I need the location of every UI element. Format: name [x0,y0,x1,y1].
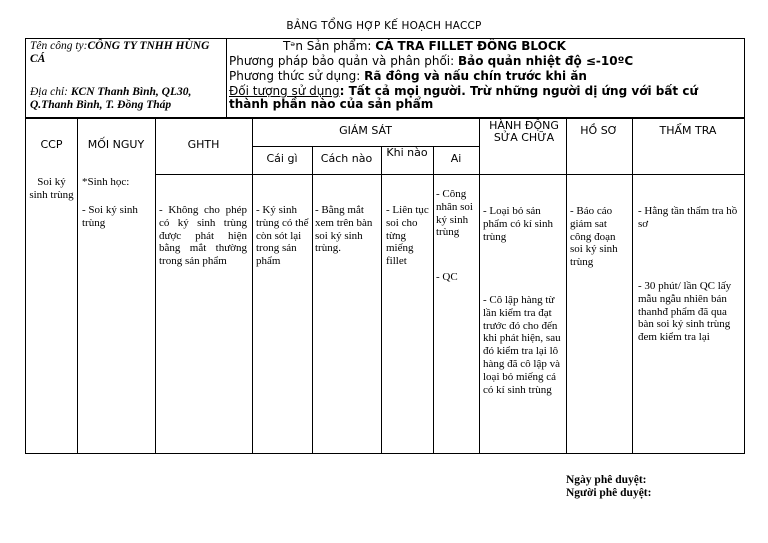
cell-when: - Liên tục soi cho từng miếng fillet [386,204,429,268]
header-when: Khi nào [386,146,428,159]
cell-how: - Bằng mắt xem trên bàn soi ký sinh trùng. [315,204,373,255]
product-label: Tᵊn Sản phẩm: [283,39,372,53]
company-name: CÔNG TY TNHH HÙNG CÁ [30,40,210,65]
header-hazard: MỐI NGUY [87,138,145,151]
company-label: Tên công ty: [30,40,88,52]
cell-verification-sampling: - 30 phút/ lần QC lấy mẫu ngẫu nhiên bán thanhđ phẩm đã qua bàn soi ký sinh trùng đem kiểm tra lại [638,280,732,344]
cell-limit: - Không cho phép có ký sinh trùng được phát hiện bằng mắt thường trong sản phẩm [159,204,247,268]
cell-corrective-isolate: - Cô lập hàng từ lần kiểm tra đạt trước đó cho đến khi phát hiện, sau đó kiểm tra lại lô hàng đã cô lập và loại bỏ miếng cá có kí sinh trùng [483,294,561,396]
cell-corrective-remove: - Loại bỏ sản phẩm có kí sinh trùng [483,205,553,243]
cell-ccp: Soi ký sinh trùng [29,176,74,201]
approval-date: Ngày phê duyệt: [566,474,647,486]
cell-what: - Ký sinh trùng có thể còn sót lại trong sản phẩm [256,204,309,268]
header-corrective: HÀNH ĐỘNG SỬA CHỮA [489,119,559,144]
haccp-table [25,118,745,454]
cell-verification-records: - Hằng tần thẩm tra hồ sơ [638,205,738,230]
cell-hazard-type: *Sinh học: [82,176,130,188]
product-line [283,40,566,53]
cell-who-qc: - QC [436,271,458,283]
header-verification: THẨM TRA [659,124,717,137]
header-monitoring: GIÁM SÁT [339,124,392,137]
cell-who-worker: - Công nhân soi ký sinh trùng [436,188,473,239]
header-limit: GHTH [187,138,220,151]
address-value: KCN Thanh Bình, QL30, Q.Thanh Bình, T. Đồng Tháp [30,86,192,111]
cell-hazard: - Soi ký sinh trùng [82,204,138,229]
header-who: Ai [450,152,462,165]
header-records: HỒ SƠ [580,124,618,137]
product-value: CÁ TRA FILLET ĐÔNG BLOCK [375,39,566,53]
target-line [229,85,741,111]
header-how: Cách nào [320,152,373,165]
usage-value: Rã đông và nấu chín trước khi ăn [364,69,587,83]
target-value: : Tất cả mọi người. Trừ những người dị ứng với bất cứ thành phần nào của sản phẩm [229,84,698,111]
document-title: BẢNG TỔNG HỢP KẾ HOẠCH HACCP [286,20,482,32]
address-label: Địa chỉ: [30,86,69,98]
cell-records: - Báo cáo giám sat công đoạn soi ký sinh trùng [570,205,618,269]
usage-line [229,70,587,83]
target-label: Đối tượng sử dụng [229,84,340,98]
usage-label: Phương thức sử dụng: [229,69,361,83]
storage-value: Bảo quản nhiệt độ ≤-10ºC [458,54,634,68]
company-block [30,40,225,66]
header-ccp: CCP [40,138,63,151]
storage-line [229,55,633,68]
storage-label: Phương pháp bảo quản và phân phối: [229,54,455,68]
address-block [30,86,225,112]
header-divider [226,38,227,118]
header-what: Cái gì [266,152,298,165]
approval-person: Người phê duyệt: [566,487,652,499]
